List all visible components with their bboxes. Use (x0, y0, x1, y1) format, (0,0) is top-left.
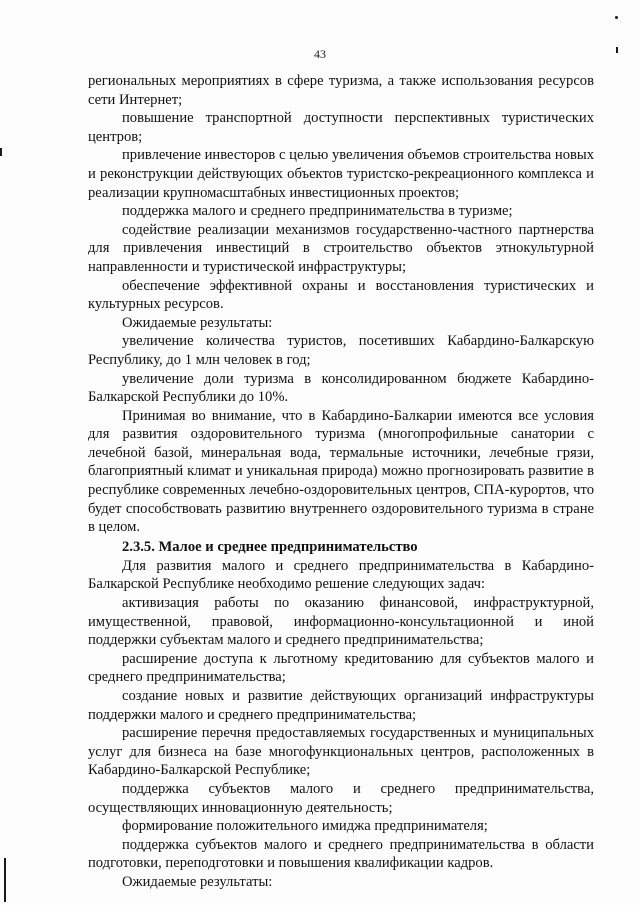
paragraph: Принимая во внимание, что в Кабардино-Балкарии имеются все условия для развития оздоровительного туризма (многопрофильные санатории с лечебной базой, минеральная вода, термальные источники, лечебные грязи, благоприятный климат и уникальная природа) можно прогнозировать развитие в республике современных лечебно-оздоровительных центров, СПА-курортов, что будет способствовать развитию внутреннего оздоровительного туризма в стране в целом. (88, 407, 594, 536)
paragraph: Ожидаемые результаты: (122, 873, 273, 890)
paragraph: привлечение инвесторов с целью увеличения объемов строительства новых и реконструкции действующих объектов туристско-рекреационного комплекса и реализации крупномасштабных инвестиционных проектов; (88, 147, 594, 201)
scan-edge-mark (0, 148, 2, 156)
document-body (88, 72, 594, 892)
paragraph: увеличение количества туристов, посетивших Кабардино-Балкарскую Республику, до 1 млн человек в год; (88, 333, 594, 368)
section-heading: 2.3.5. Малое и среднее предпринимательство (122, 538, 418, 555)
paragraph: Для развития малого и среднего предпринимательства в Кабардино-Балкарской Республике необходимо решение следующих задач: (88, 557, 594, 593)
paragraph: повышение транспортной доступности перспективных туристических центров; (88, 110, 594, 145)
paragraph: Ожидаемые результаты: (122, 314, 273, 331)
paragraph: содействие реализации механизмов государственно-частного партнерства для привлечения инвестиций в строительство объектов этнокультурной направленности и туристической инфраструктуры; (88, 221, 594, 275)
paragraph: создание новых и развитие действующих организаций инфраструктуры поддержки малого и среднего предпринимательства; (88, 688, 594, 723)
paragraph: поддержка субъектов малого и среднего предпринимательства, осуществляющих инновационную деятельность; (88, 780, 594, 816)
scan-speck (615, 16, 618, 19)
paragraph: расширение перечня предоставляемых государственных и муниципальных услуг для бизнеса на базе многофункциональных центров, расположенных в Кабардино-Балкарской Республике; (88, 725, 594, 779)
scan-edge-mark (4, 858, 6, 902)
paragraph: обеспечение эффективной охраны и восстановления туристических и культурных ресурсов. (88, 277, 594, 313)
paragraph: поддержка субъектов малого и среднего предпринимательства в области подготовки, переподготовки и повышения квалификации кадров. (88, 836, 594, 872)
paragraph: увеличение доли туризма в консолидированном бюджете Кабардино-Балкарской Республики до 10%. (88, 370, 594, 406)
page-number: 43 (314, 47, 326, 61)
paragraph: расширение доступа к льготному кредитованию для субъектов малого и среднего предпринимательства; (88, 650, 594, 686)
paragraph: поддержка малого и среднего предпринимательства в туризме; (122, 203, 513, 220)
paragraph: формирование положительного имиджа предпринимателя; (122, 818, 488, 835)
paragraph: региональных мероприятиях в сфере туризма, а также использования ресурсов сети Интернет; (88, 73, 594, 108)
paragraph: активизация работы по оказанию финансовой, инфраструктурной, имущественной, правовой, информационно-консультационной и иной поддержки субъектам малого и среднего предпринимательства; (88, 595, 594, 649)
